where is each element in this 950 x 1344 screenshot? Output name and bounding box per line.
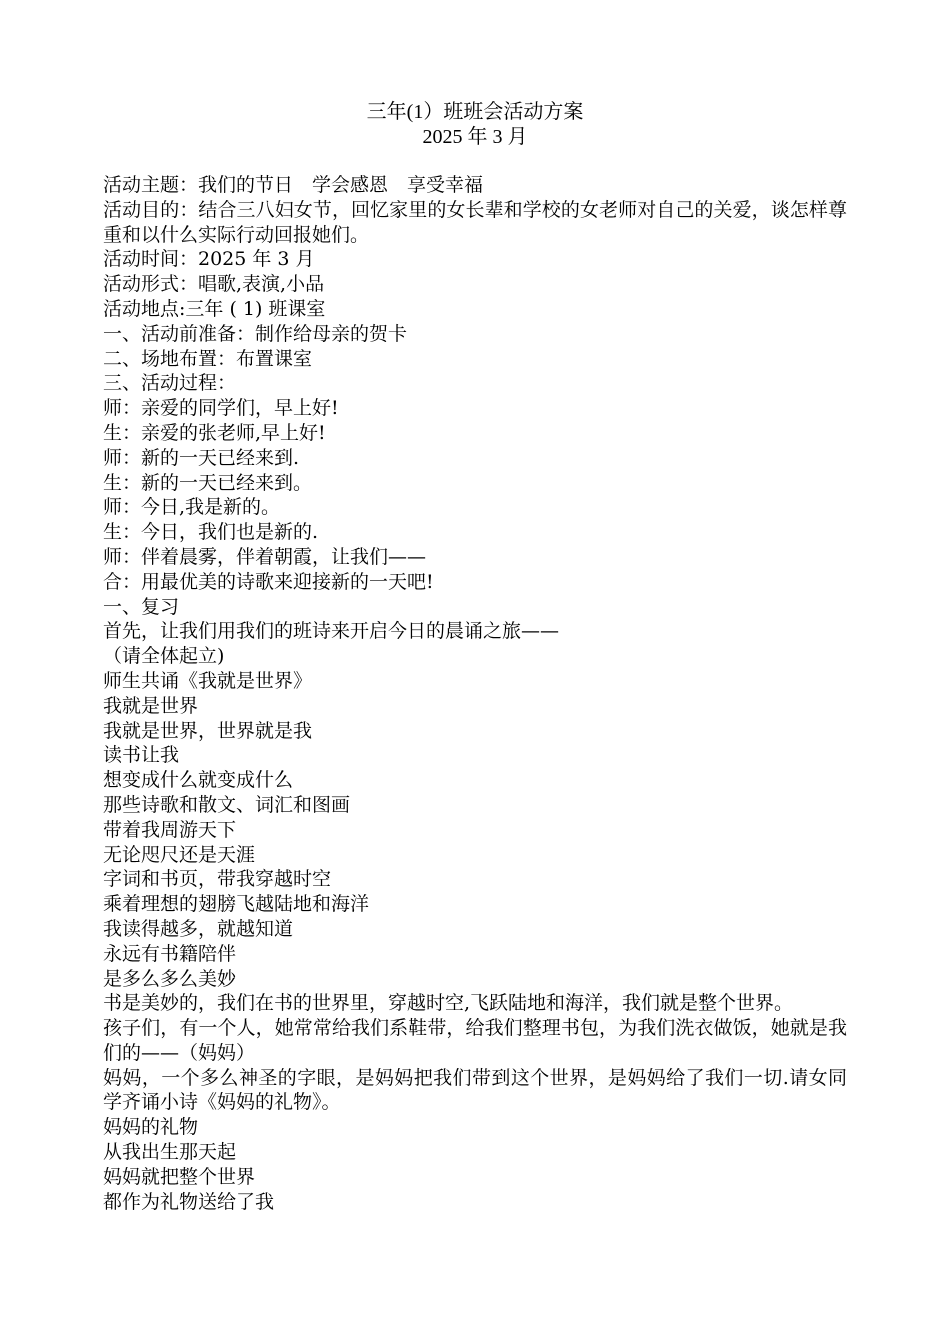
- text-line: 那些诗歌和散文、词汇和图画: [103, 793, 351, 816]
- text-line: 师：今日,我是新的。: [103, 496, 281, 519]
- text-line: 首先，让我们用我们的班诗来开启今日的晨诵之旅——: [103, 620, 560, 643]
- text-line: 生：新的一天已经来到。: [103, 471, 313, 494]
- text-line: （请全体起立): [103, 645, 225, 668]
- text-line: 师：新的一天已经来到.: [103, 446, 300, 469]
- text-line: 活动时间：2025 年 3 月: [103, 248, 315, 271]
- text-line: 是多么多么美妙: [103, 967, 237, 990]
- text-line: 活动目的：结合三八妇女节，回忆家里的女长辈和学校的女老师对自己的关爱，谈怎样尊重和以什么实际行动回报她们。: [103, 198, 847, 246]
- text-line: 从我出生那天起: [103, 1141, 237, 1164]
- text-line: 师：伴着晨雾，伴着朝霞，让我们——: [103, 545, 427, 568]
- text-line: 乘着理想的翅膀飞越陆地和海洋: [103, 893, 370, 916]
- text-line: 想变成什么就变成什么: [103, 769, 294, 792]
- text-line: 妈妈的礼物: [103, 1116, 199, 1139]
- text-line: 我读得越多，就越知道: [103, 917, 294, 940]
- text-line: 一、复习: [103, 595, 180, 618]
- page-date: 2025 年 3 月: [422, 126, 528, 148]
- text-line: 三、活动过程：: [103, 372, 237, 395]
- text-line: 妈妈就把整个世界: [103, 1165, 256, 1188]
- text-line: 生：今日，我们也是新的.: [103, 521, 319, 544]
- text-line: 书是美妙的，我们在书的世界里，穿越时空,飞跃陆地和海洋，我们就是整个世界。: [103, 992, 794, 1015]
- text-line: 活动地点:三年 ( 1) 班课室: [103, 297, 326, 320]
- text-line: 生：亲爱的张老师,早上好!: [103, 421, 326, 444]
- text-line: 永远有书籍陪伴: [103, 942, 237, 965]
- text-line: 合：用最优美的诗歌来迎接新的一天吧!: [103, 570, 434, 593]
- text-line: 读书让我: [103, 744, 180, 767]
- text-line: 师生共诵《我就是世界》: [103, 669, 313, 692]
- text-line: 无论咫尺还是天涯: [103, 843, 256, 866]
- text-line: 我就是世界: [103, 694, 199, 717]
- text-line: 活动主题：我们的节日 学会感恩 享受幸福: [103, 174, 484, 196]
- text-line: 都作为礼物送给了我: [103, 1190, 275, 1213]
- text-line: 妈妈，一个多么神圣的字眼，是妈妈把我们带到这个世界，是妈妈给了我们一切.请女同学齐诵小诗《妈妈的礼物》。: [103, 1066, 847, 1114]
- text-line: 我就是世界，世界就是我: [103, 719, 313, 742]
- text-line: 一、活动前准备：制作给母亲的贺卡: [103, 322, 408, 345]
- text-line: 字词和书页，带我穿越时空: [103, 868, 332, 891]
- text-line: 带着我周游天下: [103, 818, 237, 841]
- text-line: 二、场地布置：布置课室: [103, 347, 313, 370]
- text-line: 孩子们，有一个人，她常常给我们系鞋带，给我们整理书包，为我们洗衣做饭，她就是我们的——（妈妈）: [103, 1017, 847, 1064]
- document-body: [103, 173, 847, 1214]
- page-title: 三年(1）班班会活动方案: [366, 101, 584, 123]
- text-line: 师：亲爱的同学们，早上好!: [103, 397, 339, 420]
- text-line: 活动形式：唱歌,表演,小品: [103, 273, 325, 296]
